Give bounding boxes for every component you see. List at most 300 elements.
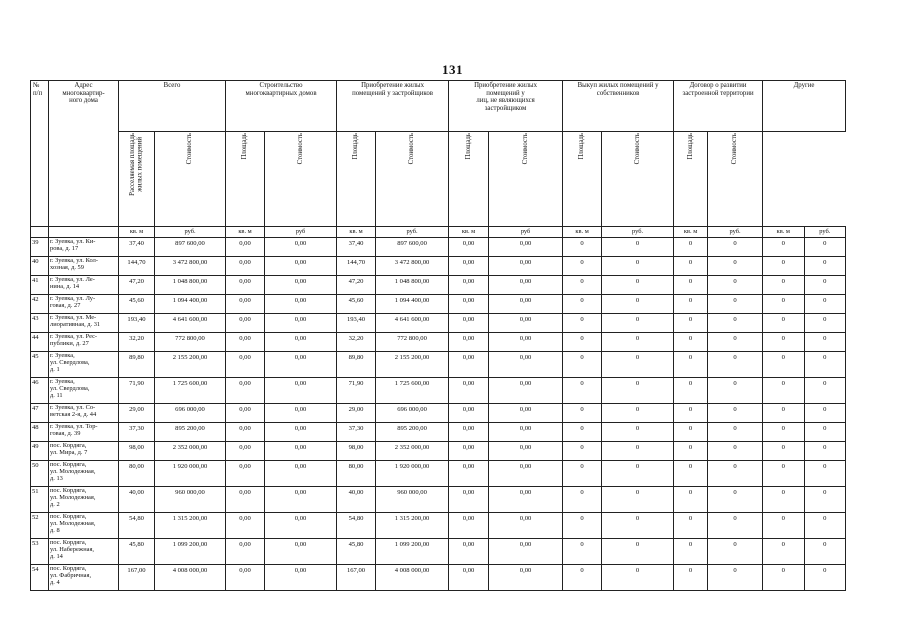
row-value: 0,00 [489,238,563,257]
subheader-cost: Стоимость [155,132,226,227]
header-group-construction: Строительство многоквартирных домов [226,81,337,132]
row-value: 0 [804,487,845,513]
header-address: Адрес многоквартир- ного дома [49,81,119,227]
table-row [31,513,846,539]
row-value: 0,00 [226,378,265,404]
row-value: 0 [804,513,845,539]
row-value: 0 [563,404,602,423]
row-address: г. Зуевка, ул. Кол- хозная, д. 59 [49,257,119,276]
unit-label: руб. [602,227,674,238]
row-value: 0 [674,442,708,461]
row-value: 0 [674,276,708,295]
unit-label: кв. м [674,227,708,238]
row-value: 47,20 [119,276,155,295]
table-row [31,378,846,404]
row-value: 0 [763,238,804,257]
row-value: 0 [674,487,708,513]
row-value: 0,00 [226,513,265,539]
row-value: 0,00 [226,442,265,461]
subheader-cost: Стоимость [376,132,449,227]
row-value: 0 [674,314,708,333]
row-value: 0,00 [265,238,337,257]
row-value: 0 [763,352,804,378]
table-body [31,238,846,591]
row-value: 80,00 [119,461,155,487]
row-value: 193,40 [119,314,155,333]
unit-label: руб [489,227,563,238]
row-number: 49 [31,442,49,461]
row-value: 0,00 [449,276,489,295]
row-value: 0 [674,565,708,591]
row-value: 4 641 600,00 [376,314,449,333]
row-value: 0,00 [226,257,265,276]
header-number: № п/п [31,81,49,227]
row-value: 1 094 400,00 [155,295,226,314]
row-value: 0 [763,423,804,442]
unit-label: кв. м [449,227,489,238]
row-value: 3 472 800,00 [155,257,226,276]
table-row [31,276,846,295]
subheader-cost: Стоимость [489,132,563,227]
subheader-cost: Стоимость [708,132,763,227]
row-value: 0,00 [265,314,337,333]
row-value: 0,00 [265,442,337,461]
row-value: 0,00 [265,423,337,442]
row-value: 0,00 [489,295,563,314]
row-address: г. Зуевка, ул. Ле- нина, д. 14 [49,276,119,295]
row-value: 0,00 [489,257,563,276]
header-group-row [31,81,846,132]
row-value: 1 099 200,00 [376,539,449,565]
row-value: 0 [804,442,845,461]
row-value: 71,90 [119,378,155,404]
row-value: 0 [563,461,602,487]
row-value: 0,00 [489,333,563,352]
row-value: 144,70 [337,257,376,276]
row-value: 0,00 [449,238,489,257]
row-value: 1 094 400,00 [376,295,449,314]
row-number: 43 [31,314,49,333]
row-value: 0 [804,352,845,378]
row-value: 98,00 [337,442,376,461]
row-value: 167,00 [337,565,376,591]
row-value: 0 [804,539,845,565]
row-value: 167,00 [119,565,155,591]
row-value: 40,00 [119,487,155,513]
row-value: 0 [763,314,804,333]
row-value: 0,00 [489,352,563,378]
unit-label: кв. м [563,227,602,238]
row-value: 0,00 [449,352,489,378]
row-value: 0 [602,295,674,314]
row-value: 0 [763,442,804,461]
row-value: 45,60 [337,295,376,314]
row-value: 0 [804,295,845,314]
row-value: 0 [763,565,804,591]
row-value: 0 [804,378,845,404]
units-spacer [31,227,49,238]
row-value: 37,30 [119,423,155,442]
row-value: 895 200,00 [155,423,226,442]
table-row [31,487,846,513]
row-value: 0,00 [265,295,337,314]
row-value: 960 000,00 [376,487,449,513]
subheader-area: Площадь [449,132,489,227]
row-value: 0,00 [226,276,265,295]
row-value: 89,80 [119,352,155,378]
row-value: 0,00 [265,333,337,352]
row-address: пос. Кордяга, ул. Набережная, д. 14 [49,539,119,565]
row-value: 0,00 [265,565,337,591]
unit-label: кв. м [119,227,155,238]
row-number: 52 [31,513,49,539]
unit-label: кв. м [763,227,804,238]
row-value: 0 [563,423,602,442]
row-value: 0 [563,539,602,565]
subheader-resettled-area: Расселяемая площадь жилых помещений [119,132,155,227]
row-value: 0 [563,314,602,333]
row-address: г. Зуевка, ул. Лу- говая, д. 27 [49,295,119,314]
row-value: 0,00 [265,461,337,487]
subheader-area: Площадь [226,132,265,227]
unit-label: кв. м [337,227,376,238]
row-value: 98,00 [119,442,155,461]
row-value: 1 725 600,00 [376,378,449,404]
table-row [31,539,846,565]
row-value: 1 315 200,00 [155,513,226,539]
row-number: 50 [31,461,49,487]
row-value: 0 [708,276,763,295]
row-value: 0 [602,442,674,461]
row-address: г. Зуевка, ул. Тор- говая, д. 39 [49,423,119,442]
row-value: 0,00 [449,295,489,314]
row-value: 54,80 [119,513,155,539]
row-value: 29,00 [337,404,376,423]
row-value: 0 [763,404,804,423]
row-value: 0,00 [265,276,337,295]
row-value: 0 [708,333,763,352]
row-value: 0 [708,352,763,378]
row-address: г. Зуевка, ул. Ки- рова, д. 17 [49,238,119,257]
row-address: пос. Кордяга, ул. Молодежная, д. 13 [49,461,119,487]
table-row [31,565,846,591]
row-value: 0,00 [489,565,563,591]
row-value: 0 [763,276,804,295]
row-value: 0 [763,513,804,539]
row-value: 0 [763,539,804,565]
row-value: 0 [804,423,845,442]
row-value: 0 [602,487,674,513]
row-value: 0,00 [489,442,563,461]
row-value: 1 048 800,00 [376,276,449,295]
row-number: 41 [31,276,49,295]
row-value: 0 [674,295,708,314]
row-value: 0 [708,257,763,276]
row-value: 4 008 000,00 [376,565,449,591]
row-value: 0 [602,238,674,257]
row-value: 0 [563,378,602,404]
row-value: 0 [602,333,674,352]
row-value: 0 [804,333,845,352]
row-number: 53 [31,539,49,565]
row-value: 1 315 200,00 [376,513,449,539]
row-value: 895 200,00 [376,423,449,442]
row-value: 0 [804,276,845,295]
row-address: пос. Кордяга, ул. Молодежная, д. 8 [49,513,119,539]
row-value: 0 [804,238,845,257]
row-value: 0,00 [226,461,265,487]
row-address: г. Зуевка, ул. Свердлова, д. 11 [49,378,119,404]
row-value: 0 [674,461,708,487]
row-value: 0,00 [489,423,563,442]
row-value: 0 [674,333,708,352]
row-value: 0,00 [265,487,337,513]
header-group-development-agreement: Договор о развитии застроенной территории [674,81,763,132]
row-value: 0 [602,257,674,276]
row-value: 0 [602,352,674,378]
row-value: 47,20 [337,276,376,295]
table-row [31,423,846,442]
row-value: 0,00 [265,539,337,565]
row-value: 0,00 [226,295,265,314]
unit-label: кв. м [226,227,265,238]
row-value: 0 [708,378,763,404]
row-value: 0 [708,404,763,423]
row-value: 1 920 000,00 [376,461,449,487]
subheader-area: Площадь [563,132,602,227]
row-value: 37,30 [337,423,376,442]
row-value: 0 [602,314,674,333]
row-value: 0 [674,539,708,565]
row-value: 0 [563,333,602,352]
row-value: 0 [804,565,845,591]
row-number: 48 [31,423,49,442]
row-number: 42 [31,295,49,314]
units-spacer [49,227,119,238]
row-value: 0 [563,352,602,378]
row-value: 193,40 [337,314,376,333]
row-value: 2 352 000,00 [155,442,226,461]
row-value: 0 [674,423,708,442]
row-value: 0,00 [265,352,337,378]
units-row [31,227,846,238]
row-value: 0,00 [449,487,489,513]
row-number: 47 [31,404,49,423]
row-value: 2 155 200,00 [155,352,226,378]
row-value: 0 [674,257,708,276]
row-value: 0 [674,352,708,378]
row-value: 0 [708,314,763,333]
subheader-area: Площадь [674,132,708,227]
row-value: 0,00 [226,333,265,352]
row-value: 0 [563,257,602,276]
row-value: 0,00 [265,513,337,539]
resettlement-table [30,80,846,591]
row-value: 0 [602,513,674,539]
row-value: 0 [563,276,602,295]
row-value: 0 [804,404,845,423]
row-address: г. Зуевка, ул. Ме- лиоративная, д. 31 [49,314,119,333]
row-value: 0,00 [449,314,489,333]
row-value: 45,80 [337,539,376,565]
row-value: 32,20 [337,333,376,352]
table-row [31,238,846,257]
header-group-total: Всего [119,81,226,132]
row-value: 0 [763,333,804,352]
row-value: 0,00 [489,378,563,404]
table-row [31,352,846,378]
row-value: 897 600,00 [155,238,226,257]
row-value: 0,00 [449,539,489,565]
row-number: 44 [31,333,49,352]
row-value: 0,00 [449,461,489,487]
row-value: 0 [602,276,674,295]
row-value: 0 [708,565,763,591]
row-value: 0 [563,513,602,539]
row-value: 29,00 [119,404,155,423]
row-value: 32,20 [119,333,155,352]
header-group-from-non-developers: Приобретение жилых помещений у лиц, не являющихся застройщиком [449,81,563,132]
row-value: 54,80 [337,513,376,539]
table-row [31,461,846,487]
row-value: 960 000,00 [155,487,226,513]
header-sub-row [31,132,846,227]
row-number: 39 [31,238,49,257]
row-value: 0 [602,461,674,487]
row-value: 0 [602,539,674,565]
row-value: 0 [763,487,804,513]
row-value: 37,40 [119,238,155,257]
subheader-cost: Стоимость [265,132,337,227]
row-value: 0,00 [489,461,563,487]
row-value: 0 [674,513,708,539]
row-number: 54 [31,565,49,591]
row-value: 0 [563,238,602,257]
table-row [31,333,846,352]
row-value: 0,00 [489,404,563,423]
row-value: 696 000,00 [376,404,449,423]
row-value: 0,00 [226,539,265,565]
table-row [31,257,846,276]
unit-label: руб. [804,227,845,238]
row-value: 0,00 [226,565,265,591]
unit-label: руб. [376,227,449,238]
subheader-area: Площадь [337,132,376,227]
row-value: 0 [602,378,674,404]
row-value: 2 155 200,00 [376,352,449,378]
row-value: 0 [708,513,763,539]
row-value: 0 [763,257,804,276]
row-value: 71,90 [337,378,376,404]
row-value: 0 [674,378,708,404]
row-value: 0 [602,565,674,591]
row-value: 0 [763,295,804,314]
row-value: 4 008 000,00 [155,565,226,591]
row-value: 37,40 [337,238,376,257]
row-value: 0 [763,461,804,487]
row-value: 0 [602,404,674,423]
row-value: 0 [708,461,763,487]
row-value: 0 [563,442,602,461]
row-number: 45 [31,352,49,378]
row-value: 1 099 200,00 [155,539,226,565]
row-value: 0,00 [489,487,563,513]
row-value: 0,00 [226,423,265,442]
row-value: 0 [708,539,763,565]
row-value: 3 472 800,00 [376,257,449,276]
row-value: 0 [602,423,674,442]
unit-label: руб [265,227,337,238]
row-address: пос. Кордяга, ул. Мира, д. 7 [49,442,119,461]
row-value: 0 [708,442,763,461]
row-value: 0 [708,295,763,314]
row-value: 0 [804,314,845,333]
row-value: 0 [563,565,602,591]
row-value: 144,70 [119,257,155,276]
row-value: 0,00 [226,238,265,257]
row-value: 80,00 [337,461,376,487]
header-group-from-developers: Приобретение жилых помещений у застройщиков [337,81,449,132]
row-value: 0,00 [449,513,489,539]
row-number: 46 [31,378,49,404]
row-value: 0,00 [265,257,337,276]
row-value: 0,00 [226,352,265,378]
row-value: 0,00 [449,423,489,442]
row-value: 0 [563,487,602,513]
table-row [31,404,846,423]
row-value: 0 [708,487,763,513]
row-value: 0 [708,423,763,442]
unit-label: руб. [155,227,226,238]
row-value: 0,00 [265,404,337,423]
page-number: 131 [442,62,463,77]
row-value: 772 800,00 [155,333,226,352]
row-number: 51 [31,487,49,513]
table-row [31,295,846,314]
row-value: 45,60 [119,295,155,314]
row-value: 40,00 [337,487,376,513]
row-value: 45,80 [119,539,155,565]
row-address: г. Зуевка, ул. Со- ветская 2-я, д. 44 [49,404,119,423]
header-group-buyout: Выкуп жилых помещений у собственников [563,81,674,132]
row-value: 0,00 [226,487,265,513]
row-value: 772 800,00 [376,333,449,352]
row-value: 1 725 600,00 [155,378,226,404]
table-row [31,442,846,461]
row-address: г. Зуевка, ул. Рес- публики, д. 27 [49,333,119,352]
row-value: 0,00 [489,513,563,539]
row-value: 0,00 [449,442,489,461]
row-value: 1 048 800,00 [155,276,226,295]
row-value: 696 000,00 [155,404,226,423]
row-address: пос. Кордяга, ул. Фабричная, д. 4 [49,565,119,591]
row-value: 2 352 000,00 [376,442,449,461]
row-value: 0 [674,238,708,257]
subheader-cost: Стоимость [602,132,674,227]
row-value: 0 [804,257,845,276]
row-value: 1 920 000,00 [155,461,226,487]
row-value: 0,00 [449,565,489,591]
row-address: г. Зуевка, ул. Свердлова, д. 1 [49,352,119,378]
row-value: 0,00 [449,333,489,352]
row-value: 0 [563,295,602,314]
row-value: 0,00 [489,314,563,333]
row-value: 0 [763,378,804,404]
row-value: 897 600,00 [376,238,449,257]
row-value: 4 641 600,00 [155,314,226,333]
row-value: 0 [674,404,708,423]
row-value: 0,00 [449,378,489,404]
